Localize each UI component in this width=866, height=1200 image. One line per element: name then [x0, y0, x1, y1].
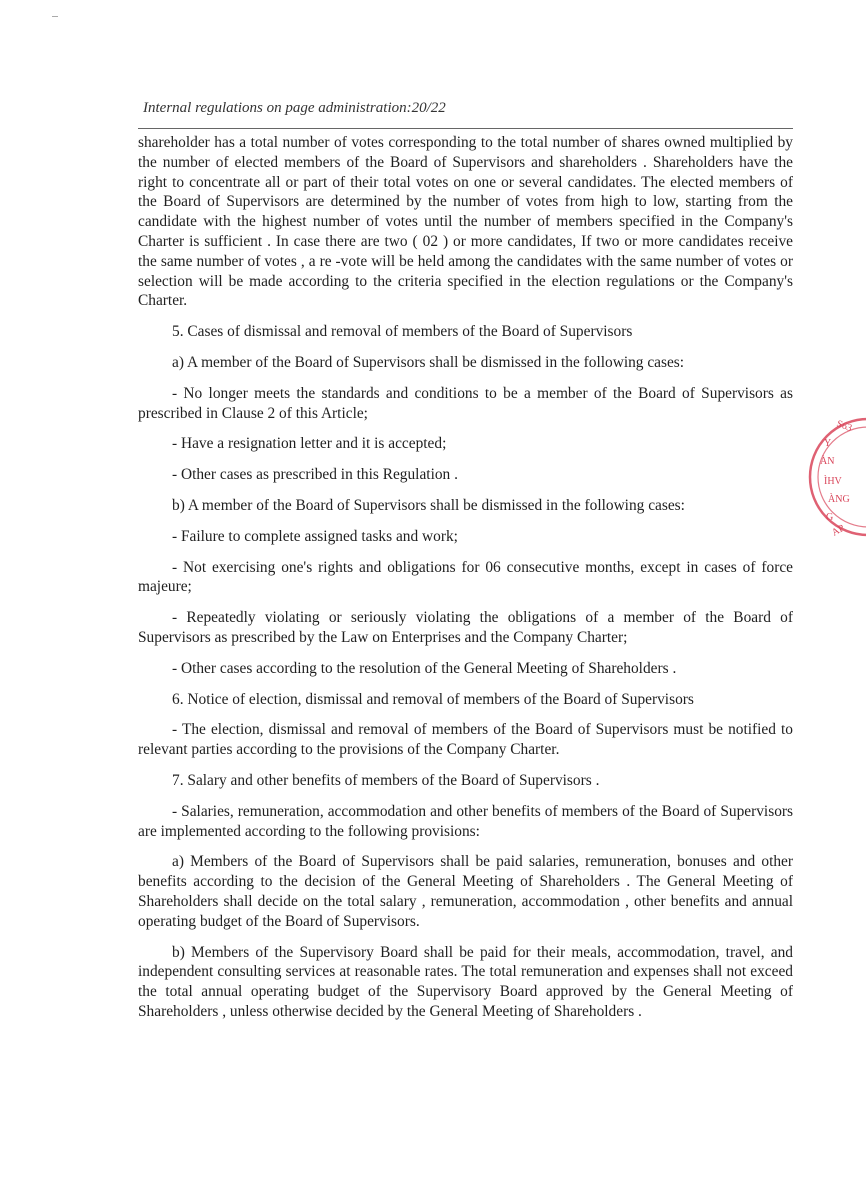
stamp-fragment: ÀN — [820, 456, 835, 467]
header-divider — [138, 128, 793, 129]
bullet-item: - Repeatedly violating or seriously violating the obligations of a member of the Board of Supervisors as prescribed by the Law on Enterprises and the Company Charter; — [138, 609, 793, 646]
scan-mark — [52, 16, 58, 17]
bullet-item: - Have a resignation letter and it is accepted; — [172, 435, 447, 453]
stamp-fragment: ÀNG — [828, 494, 850, 505]
section-heading-5: 5. Cases of dismissal and removal of members of the Board of Supervisors — [172, 323, 633, 341]
clause-5a: a) A member of the Board of Supervisors shall be dismissed in the following cases: — [172, 353, 685, 371]
bullet-item: - Other cases according to the resolution of the General Meeting of Shareholders . — [172, 659, 677, 677]
stamp-fragment: AP — [830, 522, 847, 539]
company-stamp — [806, 402, 866, 552]
stamp-fragment: S63 — [834, 418, 854, 435]
document-body — [138, 133, 793, 1033]
paragraph-continuation: shareholder has a total number of votes corresponding to the total number of shares owned multiplied by the number of elected members of the Board of Supervisors and shareholders . Shareholders have the right to concentrate all or part of their total votes on one or several candidates. The elected members of the Board of Supervisors are determined by the number of votes from high to low, starting from the candidate with the highest number of votes until the number of members specified in the Company's Charter is sufficient . In case there are two ( 02 ) or more candidates, If two or more candidates receive the same number of votes , a re -vote will be held among the candidates with the same number of votes or selection will be made according to the criteria specified in the election regulations or the Company's Charter. — [138, 134, 793, 310]
stamp-fragment: ÌHV — [824, 476, 842, 487]
stamp-fragment: G — [826, 512, 834, 523]
bullet-item: - Salaries, remuneration, accommodation and other benefits of members of the Board of Supervisors are implemented according to the following provisions: — [138, 802, 793, 840]
stamp-fragment: Y — [824, 438, 832, 449]
bullet-item: - Other cases as prescribed in this Regulation . — [172, 466, 458, 484]
bullet-item: - Failure to complete assigned tasks and work; — [172, 527, 458, 545]
bullet-item: - The election, dismissal and removal of members of the Board of Supervisors must be notified to relevant parties according to the provisions of the Company Charter. — [138, 721, 793, 759]
section-heading-6: 6. Notice of election, dismissal and removal of members of the Board of Supervisors — [172, 690, 694, 708]
section-heading-7: 7. Salary and other benefits of members of the Board of Supervisors . — [172, 771, 600, 789]
bullet-item: - No longer meets the standards and conditions to be a member of the Board of Supervisors as prescribed in Clause 2 of this Article; — [138, 384, 793, 422]
clause-7b: b) Members of the Supervisory Board shall be paid for their meals, accommodation, travel, and independent consulting services at reasonable rates. The total remuneration and expenses shall not exceed the total annual operating budget of the Supervisory Board approved by the General Meeting of Shareholders , unless otherwise decided by the General Meeting of Shareholders . — [138, 943, 793, 1020]
page-header: Internal regulations on page administration:20/22 — [143, 100, 446, 116]
bullet-item: - Not exercising one's rights and obligations for 06 consecutive months, except in cases of force majeure; — [138, 558, 793, 596]
clause-7a: a) Members of the Board of Supervisors shall be paid salaries, remuneration, bonuses and other benefits according to the decision of the General Meeting of Shareholders . The General Meeting of Shareholders shall decide on the total salary , remuneration, accommodation , other benefits and annual operating budget of the Board of Supervisors. — [138, 853, 793, 930]
clause-5b: b) A member of the Board of Supervisors shall be dismissed in the following cases: — [172, 496, 685, 514]
